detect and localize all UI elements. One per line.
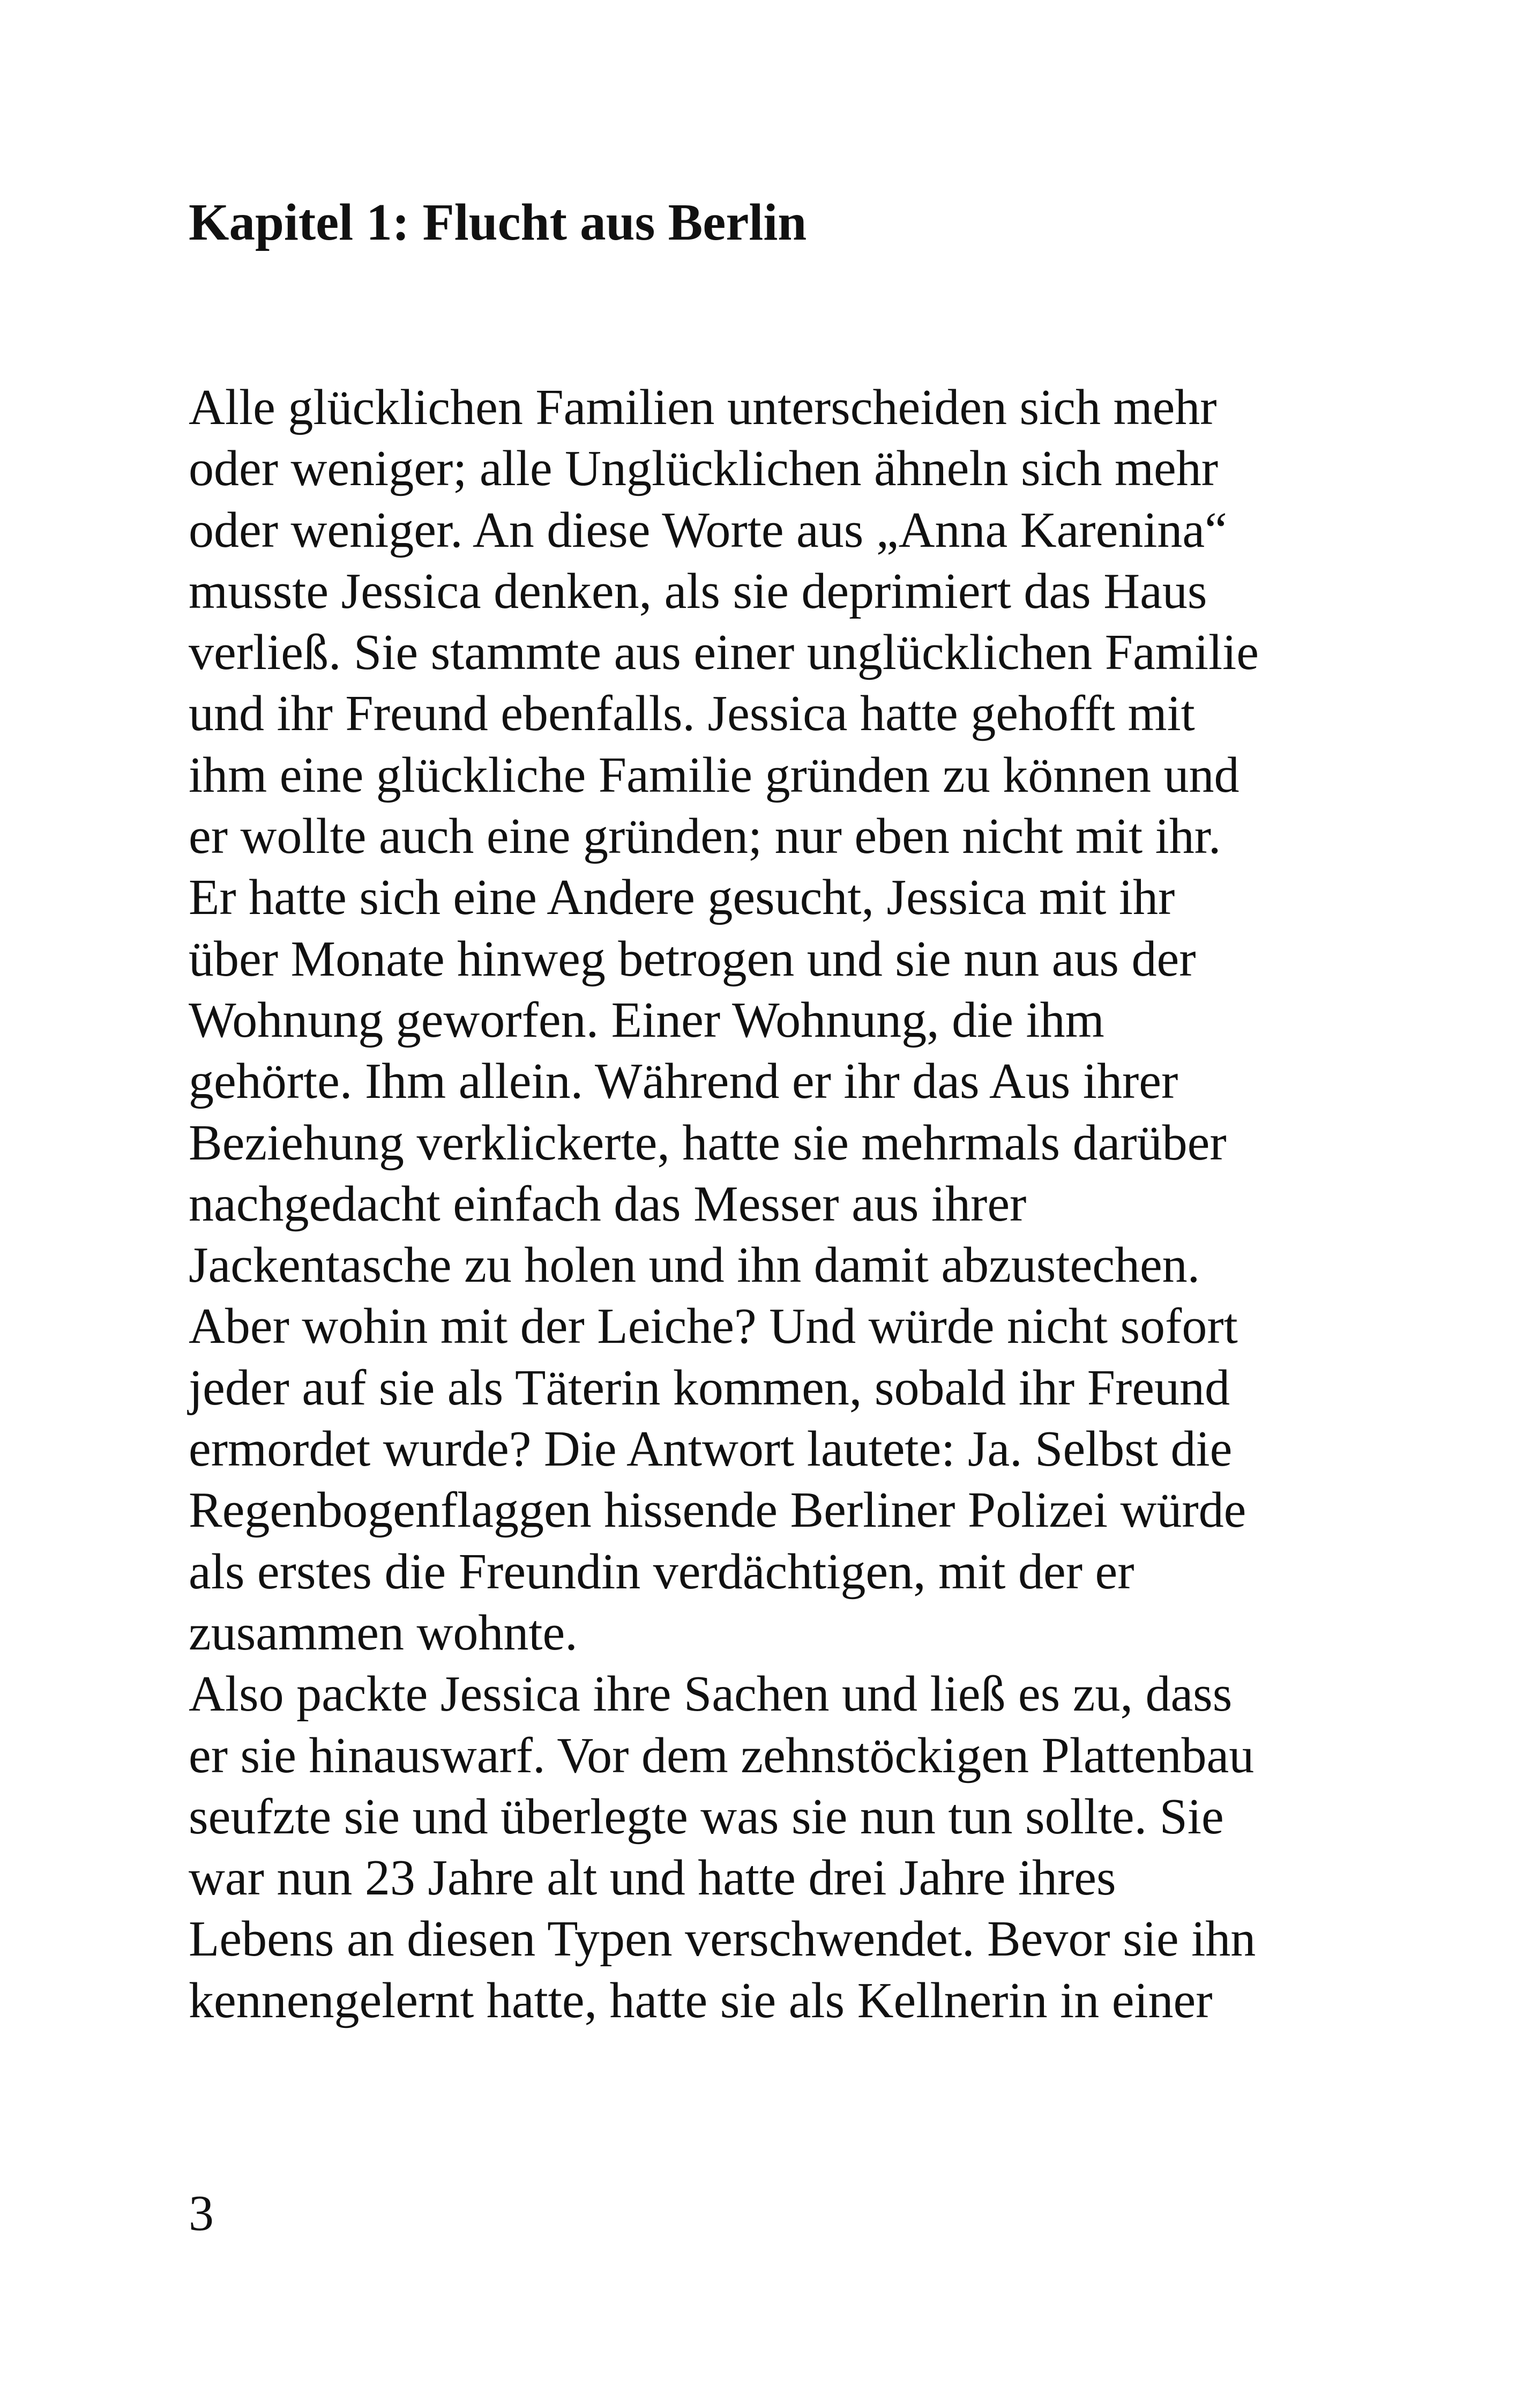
page-number: 3	[189, 2186, 214, 2241]
text-line: musste Jessica denken, als sie deprimiert das Haus	[189, 563, 1207, 619]
text-line: verließ. Sie stammte aus einer unglücklichen Familie	[189, 625, 1259, 681]
text-line: Aber wohin mit der Leiche? Und würde nicht sofort	[189, 1298, 1238, 1355]
text-line: über Monate hinweg betrogen und sie nun aus der	[189, 931, 1196, 987]
text-line: als erstes die Freundin verdächtigen, mit der er	[189, 1543, 1134, 1600]
text-line: Er hatte sich eine Andere gesucht, Jessica mit ihr	[189, 869, 1175, 926]
text-line: Regenbogenflaggen hissende Berliner Polizei würde	[189, 1482, 1246, 1539]
text-line: seufzte sie und überlegte was sie nun tun sollte. Sie	[189, 1788, 1224, 1845]
text-line: war nun 23 Jahre alt und hatte drei Jahre ihres	[189, 1850, 1116, 1906]
text-line: Jackentasche zu holen und ihn damit abzustechen.	[189, 1237, 1200, 1294]
text-line: Wohnung geworfen. Einer Wohnung, die ihm	[189, 992, 1104, 1048]
text-line: zusammen wohnte.	[189, 1604, 578, 1661]
text-line: er wollte auch eine gründen; nur eben nicht mit ihr.	[189, 808, 1221, 865]
text-line: Beziehung verklickerte, hatte sie mehrmals darüber	[189, 1114, 1227, 1171]
text-line: gehörte. Ihm allein. Während er ihr das Aus ihrer	[189, 1053, 1178, 1110]
text-line: er sie hinauswarf. Vor dem zehnstöckigen Plattenbau	[189, 1727, 1255, 1783]
text-line: oder weniger. An diese Worte aus „Anna Karenina“	[189, 502, 1227, 558]
text-line: oder weniger; alle Unglücklichen ähneln sich mehr	[189, 441, 1219, 497]
text-line: Lebens an diesen Typen verschwendet. Bevor sie ihn	[189, 1911, 1256, 1967]
chapter-body-text	[189, 377, 1368, 2031]
text-line: Also packte Jessica ihre Sachen und ließ es zu, dass	[189, 1666, 1233, 1722]
text-line: nachgedacht einfach das Messer aus ihrer	[189, 1176, 1027, 1232]
text-line: und ihr Freund ebenfalls. Jessica hatte gehofft mit	[189, 686, 1195, 742]
text-line: kennengelernt hatte, hatte sie als Kellnerin in einer	[189, 1972, 1213, 2028]
text-line: ermordet wurde? Die Antwort lautete: Ja. Selbst die	[189, 1421, 1233, 1477]
text-line: jeder auf sie als Täterin kommen, sobald ihr Freund	[189, 1359, 1230, 1416]
text-line: Alle glücklichen Familien unterscheiden sich mehr	[189, 380, 1217, 435]
text-line: ihm eine glückliche Familie gründen zu können und	[189, 747, 1240, 803]
chapter-title: Kapitel 1: Flucht aus Berlin	[189, 194, 807, 251]
